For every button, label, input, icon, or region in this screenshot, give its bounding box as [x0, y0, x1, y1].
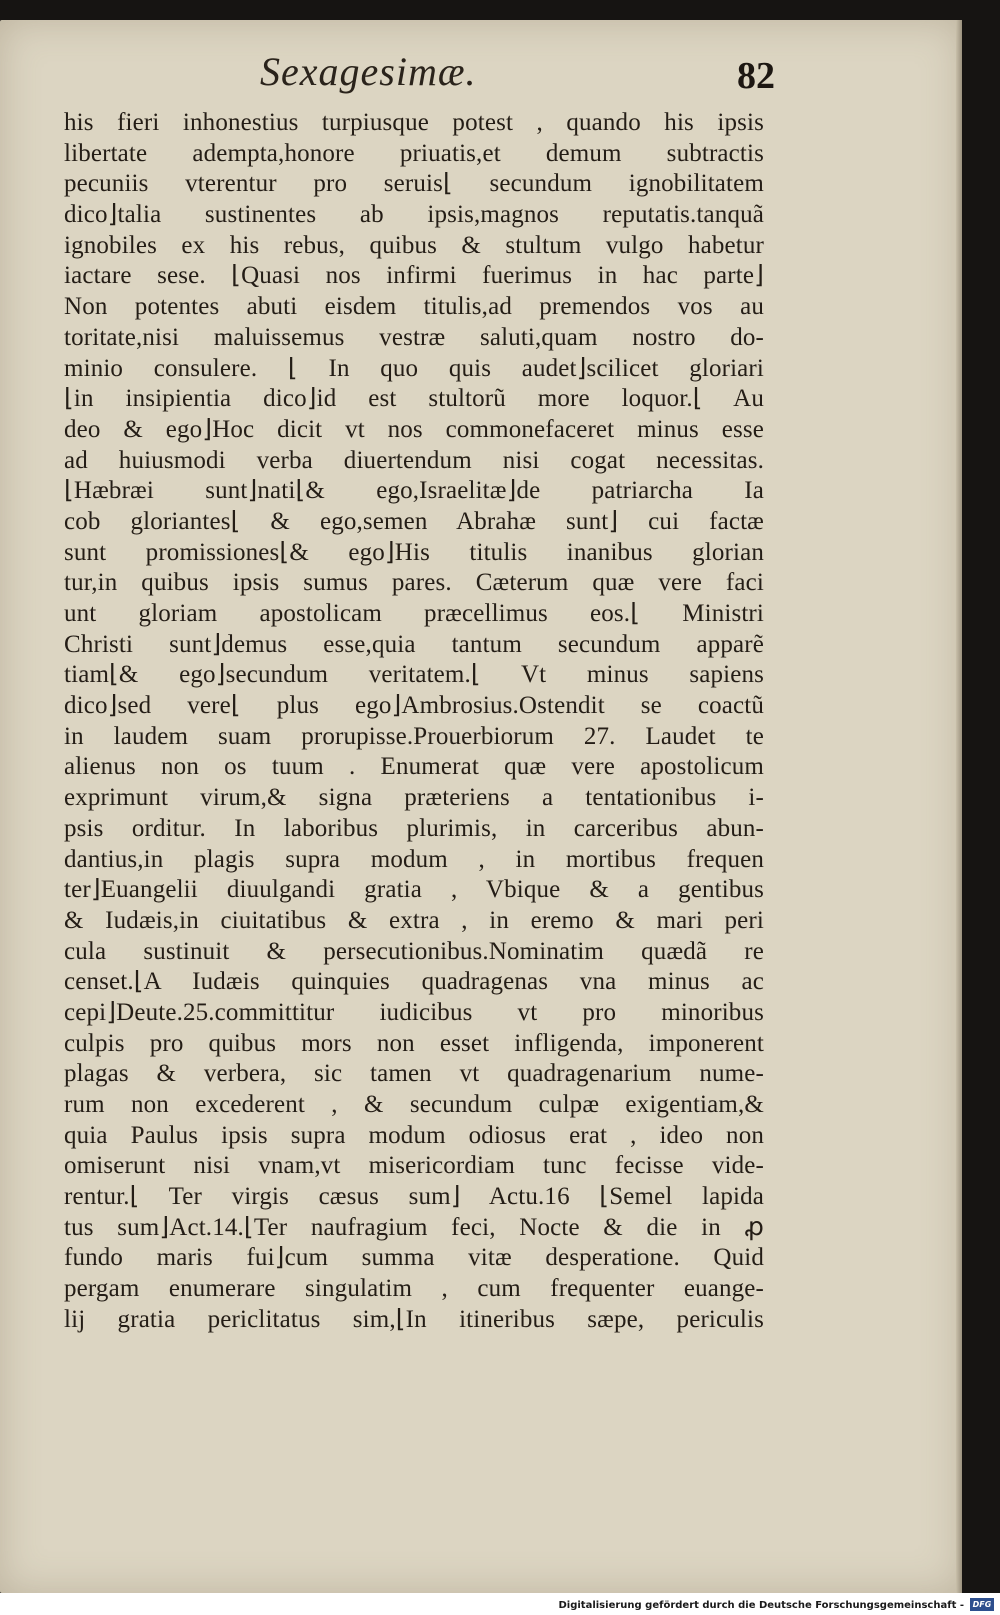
text-line: psis orditur. In laboribus plurimis, in carceribus abun- — [64, 814, 764, 842]
text-line: dico⌋talia sustinentes ab ipsis,magnos reputatis.tanquã — [64, 201, 764, 229]
text-line: sunt promissiones⌊& ego⌋His titulis inanibus glorian — [64, 538, 764, 566]
text-line: quia Paulus ipsis supra modum odiosus erat , ideo non — [64, 1121, 764, 1149]
text-line: iactare sese. ⌊Quasi nos infirmi fuerimus in hac parte⌋ — [64, 262, 764, 290]
text-line: Christi sunt⌋demus esse,quia tantum secundum apparẽ — [64, 630, 764, 658]
text-line: censet.⌊A Iudæis quinquies quadragenas vna minus ac — [64, 968, 764, 996]
text-line: ad huiusmodi verba diuertendum nisi cogat necessitas. — [64, 446, 764, 474]
book-page — [0, 20, 962, 1593]
text-line: in laudem suam prorupisse.Prouerbiorum 27. Laudet te — [64, 722, 764, 750]
text-line: plagas & verbera, sic tamen vt quadragenarium nume- — [64, 1060, 764, 1088]
text-line: alienus non os tuum . Enumerat quæ vere apostolicum — [64, 753, 764, 781]
text-line: cepi⌋Deute.25.committitur iudicibus vt pro minoribus — [64, 998, 764, 1026]
text-line: toritate,nisi maluissemus vestræ saluti,quam nostro do- — [64, 323, 764, 351]
text-line: rentur.⌊ Ter virgis cæsus sum⌋ Actu.16 ⌊Semel lapida — [64, 1183, 764, 1211]
text-line: pecuniis vterentur pro seruis⌊ secundum ignobilitatem — [64, 170, 764, 198]
text-line: unt gloriam apostolicam præcellimus eos.⌊ Ministri — [64, 600, 764, 627]
page-number: 82 — [737, 55, 775, 97]
text-line: lij gratia periclitatus sim,⌊In itineribus sæpe, periculis — [64, 1305, 764, 1333]
text-line: omiserunt nisi vnam,vt misericordiam tunc fecisse vide- — [64, 1152, 764, 1180]
text-line: tus sum⌋Act.14.⌊Ter naufragium feci, Nocte & die in ꝓ — [64, 1213, 764, 1241]
text-line: Non potentes abuti eisdem titulis,ad premendos vos au — [64, 293, 764, 321]
text-line: his fieri inhonestius turpiusque potest , quando his ipsis — [64, 109, 764, 136]
dfg-logo: DFG — [970, 1598, 994, 1611]
text-line: & Iudæis,in ciuitatibus & extra , in eremo & mari peri — [64, 906, 764, 934]
text-line: minio consulere. ⌊ In quo quis audet⌋scilicet gloriari — [64, 354, 764, 382]
text-line: ⌊Hæbræi sunt⌋nati⌊& ego,Israelitæ⌋de patriarcha Ia — [64, 477, 764, 505]
text-line: ter⌋Euangelii diuulgandi gratia , Vbique & a gentibus — [64, 876, 764, 904]
text-line: fundo maris fui⌋cum summa vitæ desperatione. Quid — [64, 1244, 764, 1272]
text-line: cula sustinuit & persecutionibus.Nominatim quædã re — [64, 937, 764, 965]
text-line: ⌊in insipientia dico⌋id est stultorũ more loquor.⌊ Au — [64, 385, 764, 413]
digitization-footer — [0, 1593, 1000, 1615]
text-line: deo & ego⌋Hoc dicit vt nos commonefaceret minus esse — [64, 415, 764, 443]
funding-credit: Digitalisierung gefördert durch die Deutsche Forschungsgemeinschaft - — [558, 1600, 964, 1611]
text-line: dantius,in plagis supra modum , in mortibus frequen — [64, 845, 764, 873]
text-line: culpis pro quibus mors non esset infligenda, imponerent — [64, 1029, 764, 1057]
text-line: pergam enumerare singulatim , cum frequenter euange- — [64, 1275, 764, 1303]
text-line: ignobiles ex his rebus, quibus & stultum vulgo habetur — [64, 231, 764, 259]
body-text — [64, 108, 764, 1336]
text-line: cob gloriantes⌊ & ego,semen Abrahæ sunt⌋ cui factæ — [64, 507, 764, 535]
text-line: rum non excederent , & secundum culpæ exigentiam,& — [64, 1091, 764, 1118]
page-edge — [956, 20, 962, 1593]
text-line: dico⌋sed vere⌊ plus ego⌋Ambrosius.Ostendit se coactũ — [64, 692, 764, 720]
running-title: Sexagesimæ. — [260, 49, 477, 94]
text-line: tiam⌊& ego⌋secundum veritatem.⌊ Vt minus sapiens — [64, 661, 764, 689]
text-line: exprimunt virum,& signa præteriens a tentationibus i- — [64, 784, 764, 812]
text-line: tur,in quibus ipsis sumus pares. Cæterum quæ vere faci — [64, 569, 764, 597]
text-line: libertate adempta,honore priuatis,et demum subtractis — [64, 139, 764, 167]
